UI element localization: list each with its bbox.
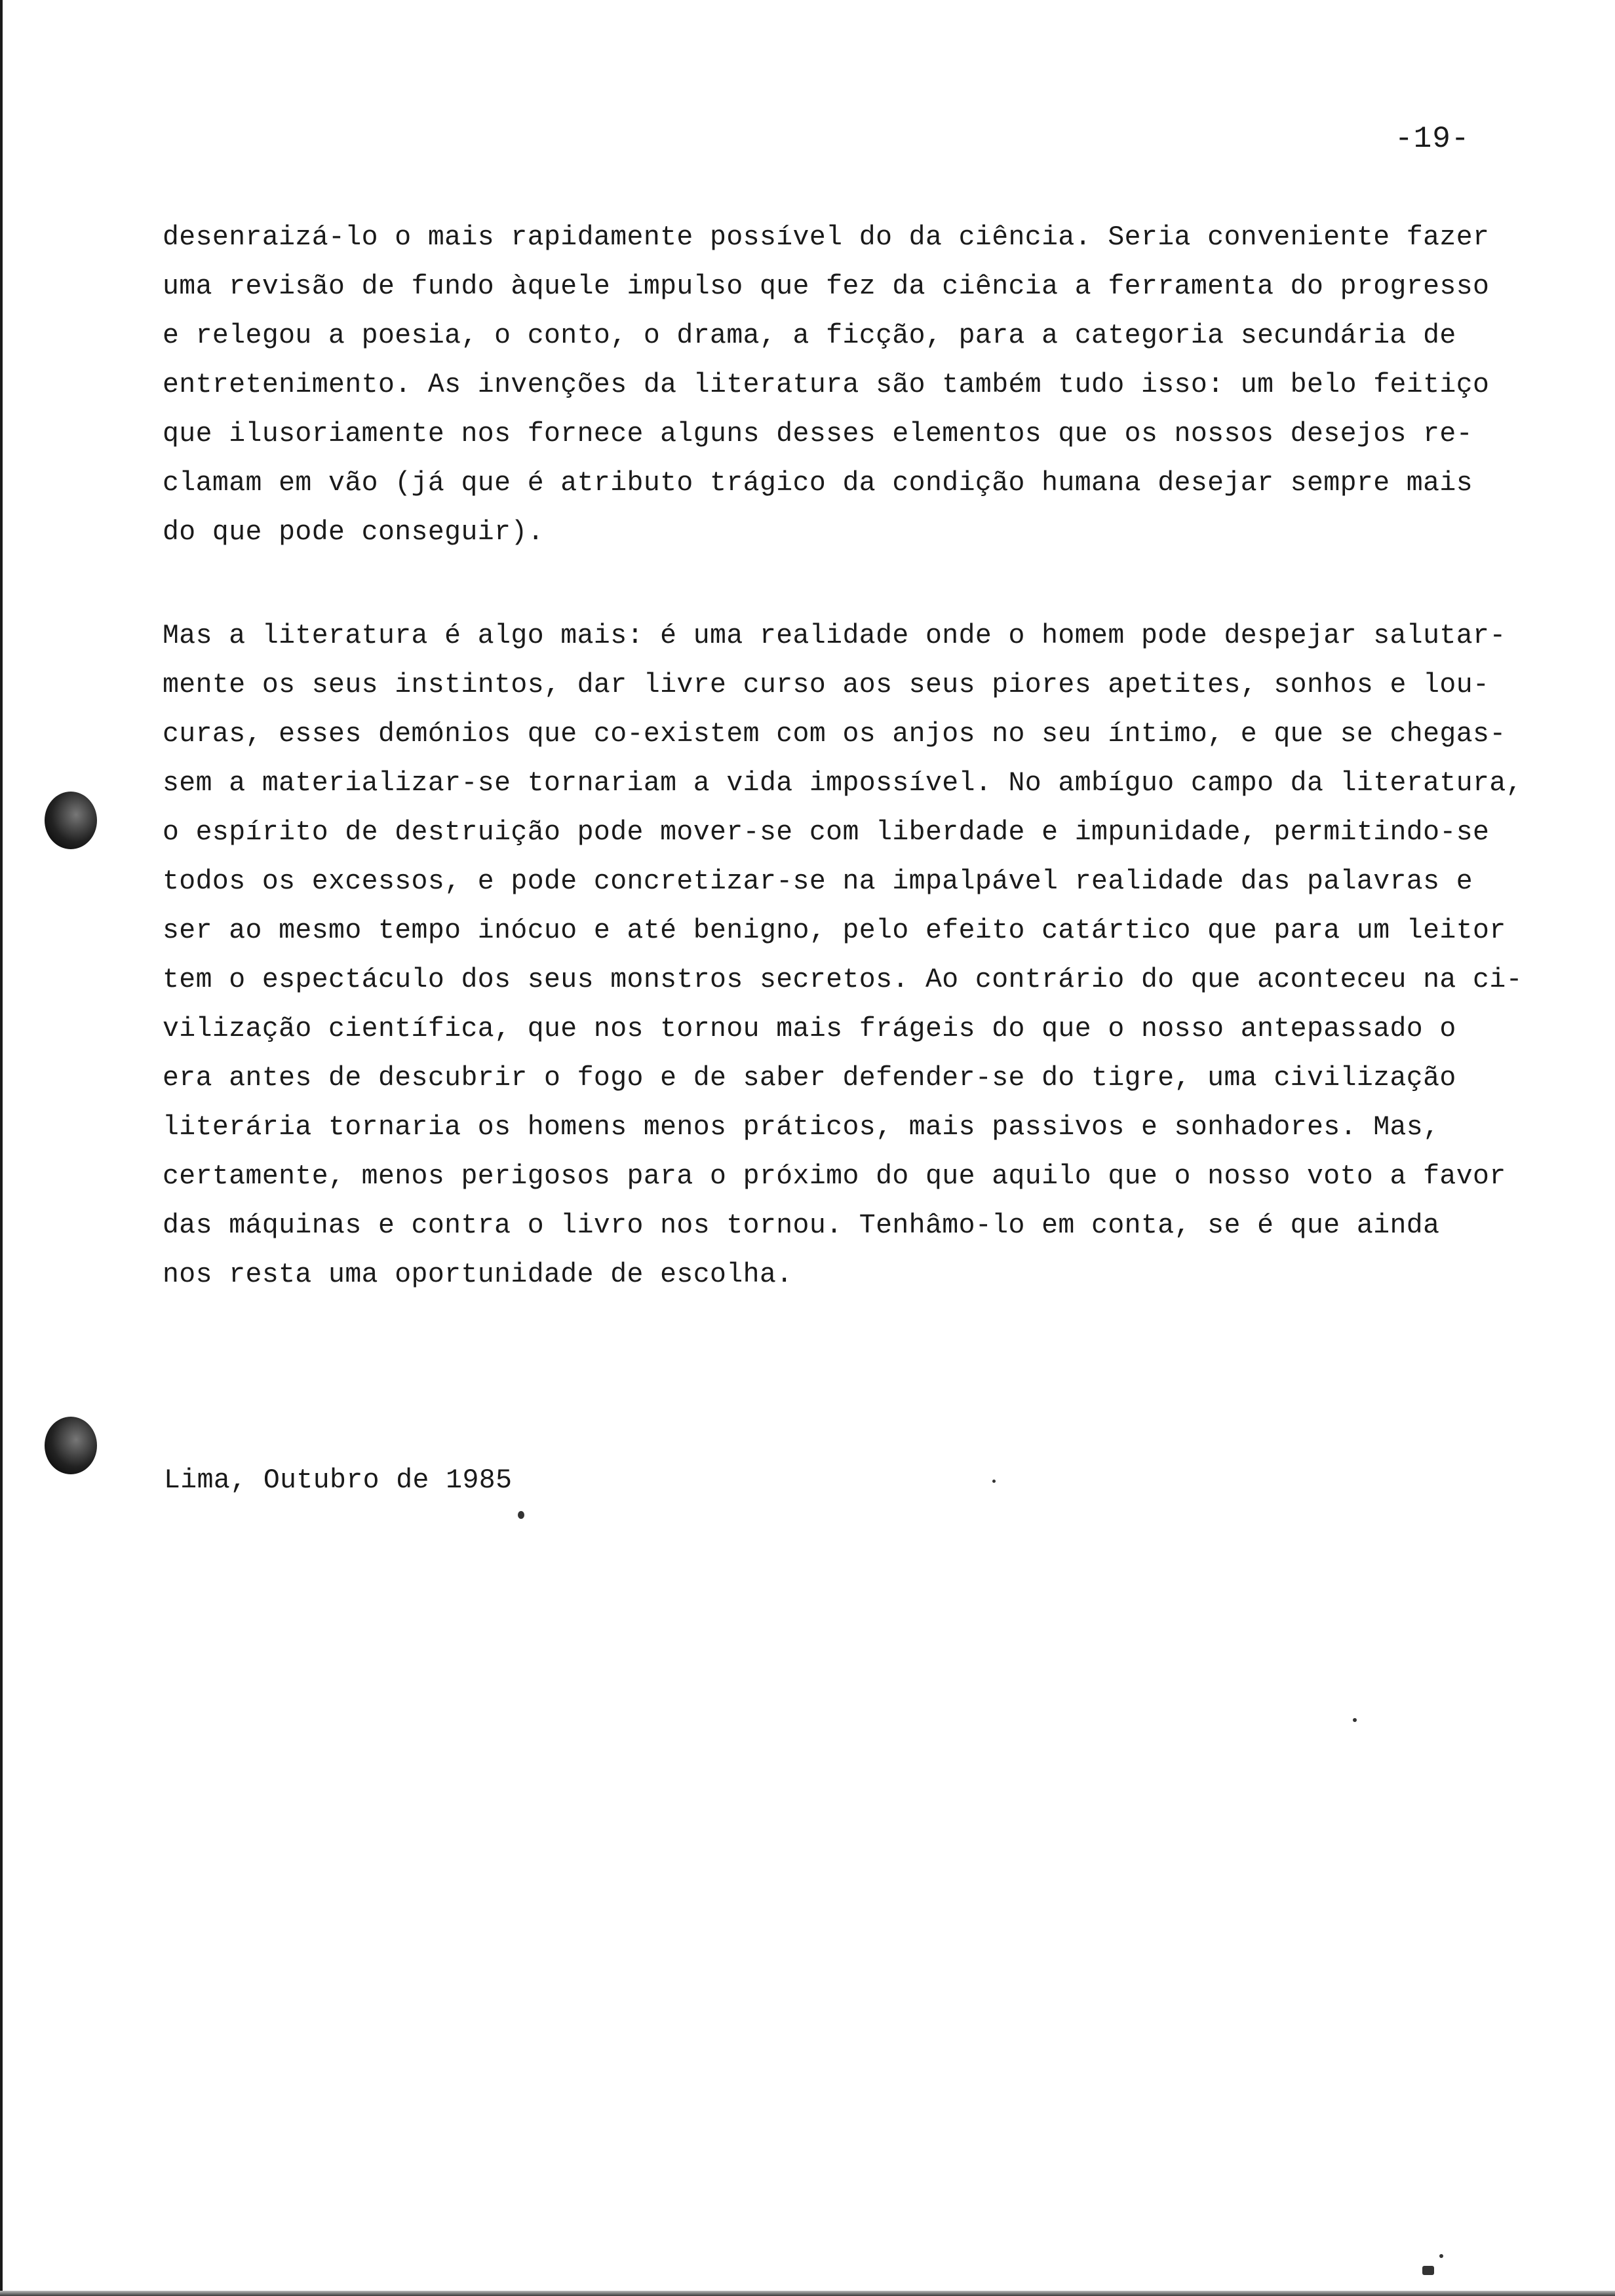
scan-bottom-edge [0,2291,1615,2296]
text-line: todos os excessos, e pode concretizar-se na impalpável realidade das palavras e [163,866,1473,897]
text-line: das máquinas e contra o livro nos tornou. Tenhâmo-lo em conta, se é que ainda [163,1210,1440,1241]
scan-speck [992,1480,996,1483]
text-line: curas, esses demónios que co-existem com os anjos no seu íntimo, e que se chegas- [163,719,1506,750]
text-line: desenraizá-lo o mais rapidamente possível do da ciência. Seria conveniente fazer [163,222,1490,253]
text-line: e relegou a poesia, o conto, o drama, a ficção, para a categoria secundária de [163,320,1456,351]
scan-speck [1439,2254,1443,2258]
text-line: mente os seus instintos, dar livre curso aos seus piores apetites, sonhos e lou- [163,670,1490,700]
text-line: ser ao mesmo tempo inócuo e até benigno, pelo efeito catártico que para um leitor [163,915,1506,946]
text-line: Mas a literatura é algo mais: é uma realidade onde o homem pode despejar salutar- [163,621,1506,651]
text-line: sem a materializar-se tornariam a vida impossível. No ambíguo campo da literatura, [163,768,1523,799]
text-line: o espírito de destruição pode mover-se com liberdade e impunidade, permitindo-se [163,817,1490,848]
text-line: era antes de descubrir o fogo e de saber defender-se do tigre, uma civilização [163,1063,1456,1094]
text-line: clamam em vão (já que é atributo trágico da condição humana desejar sempre mais [163,468,1473,499]
scan-speck [1353,1718,1357,1722]
text-line: nos resta uma oportunidade de escolha. [163,1259,793,1290]
text-line: literária tornaria os homens menos práticos, mais passivos e sonhadores. Mas, [163,1112,1440,1143]
text-line: uma revisão de fundo àquele impulso que fez da ciência a ferramenta do progresso [163,271,1490,302]
scan-speck [1422,2266,1434,2275]
text-line: do que pode conseguir). [163,517,544,548]
punch-hole-bottom [45,1417,97,1474]
scan-margin-line [0,0,3,2296]
page-number: -19- [1395,122,1470,156]
scan-speck [518,1511,524,1519]
punch-hole-top [45,792,97,849]
text-line: tem o espectáculo dos seus monstros secretos. Ao contrário do que aconteceu na ci- [163,965,1523,995]
text-line: certamente, menos perigosos para o próximo do que aquilo que o nosso voto a favor [163,1161,1506,1192]
text-line: vilização científica, que nos tornou mais frágeis do que o nosso antepassado o [163,1014,1456,1044]
text-line: que ilusoriamente nos fornece alguns desses elementos que os nossos desejos re- [163,419,1473,450]
signoff-place-date: Lima, Outubro de 1985 [164,1465,513,1496]
text-line: entretenimento. As invenções da literatura são também tudo isso: um belo feitiço [163,370,1490,400]
